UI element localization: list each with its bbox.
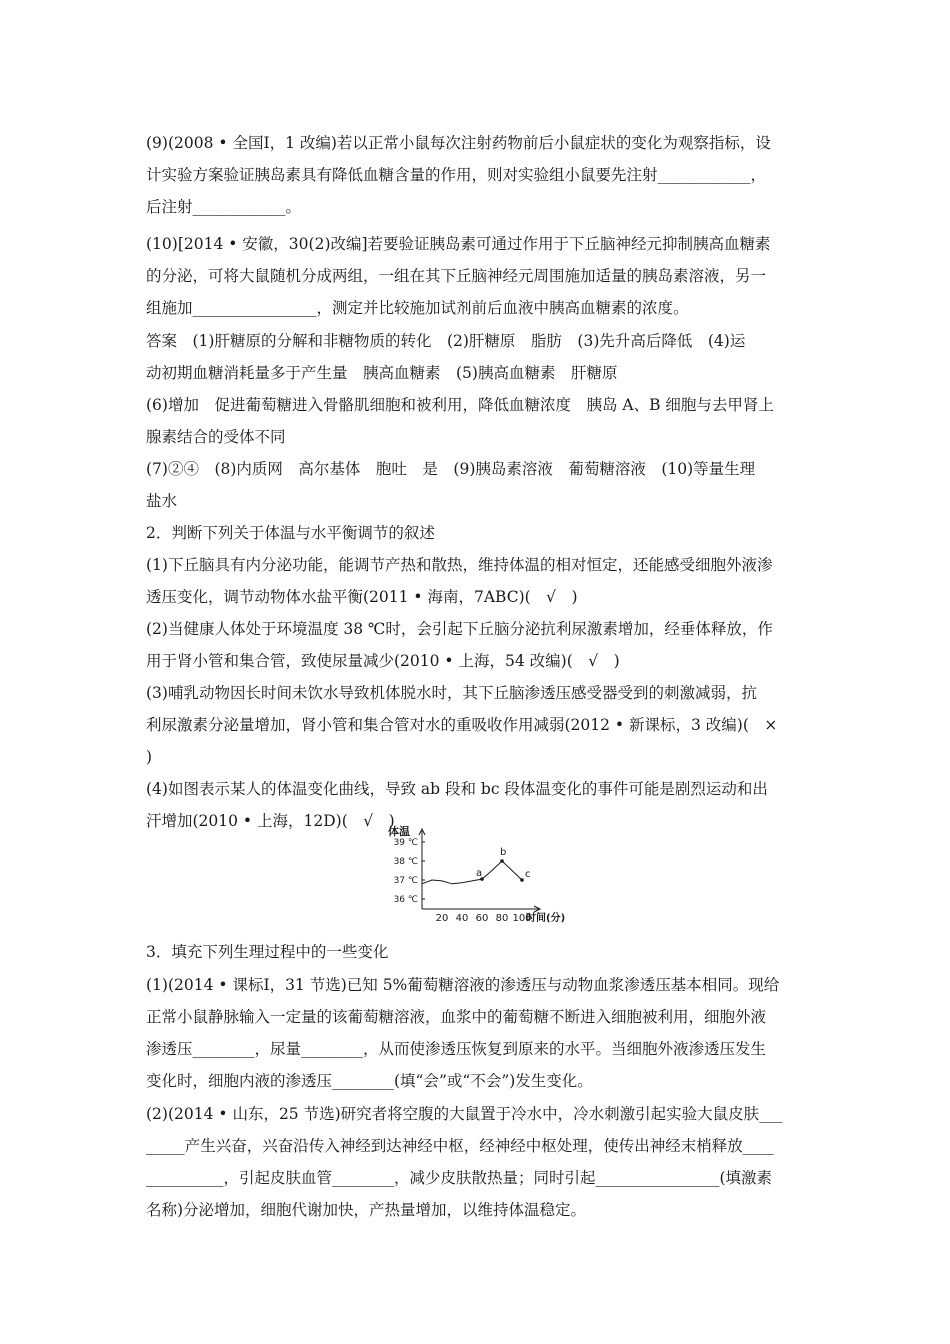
x-tick-label: 60 [475,913,489,924]
x-tick-label: 100 [512,913,532,924]
answer-line: 腺素结合的受体不同 [146,428,286,446]
y-tick-label: 36 ℃ [393,895,418,905]
text-line: (3)哺乳动物因长时间未饮水导致机体脱水时，其下丘脑渗透压感受器受到的刺激减弱，抗 [146,684,757,702]
y-tick-label: 38 ℃ [393,857,418,867]
text-line: ) [146,748,153,766]
text-line: 透压变化，调节动物体水盐平衡(2011 • 海南，7ABC)( √ ) [146,588,578,606]
text-line: 用于肾小管和集合管，致使尿量减少(2010 • 上海，54 改编)( √ ) [146,652,620,670]
x-axis-label: 时间(分) [526,913,566,924]
text-line: 汗增加(2010 • 上海，12D)( √ ) [146,812,395,830]
text-line: (1)下丘脑具有内分泌功能，能调节产热和散热，维持体温的相对恒定，还能感受细胞外液渗 [146,556,773,574]
text-line: 的分泌，可将大鼠随机分成两组，一组在其下丘脑神经元周围施加适量的胰岛素溶液，另一 [146,267,767,285]
text-line: (2)(2014 • 山东，25 节选)研究者将空腹的大鼠置于冷水中，冷水刺激引起实验大鼠皮肤___ [146,1105,783,1123]
text-line: (9)(2008 • 全国Ⅰ，1 改编)若以正常小鼠每次注射药物前后小鼠症状的变化为观察指标，设 [146,134,771,152]
answer-line: (6)增加 促进葡萄糖进入骨骼肌细胞和被利用，降低血糖浓度 胰岛 A、B 细胞与去甲肾上 [146,396,774,414]
text-line: (2)当健康人体处于环境温度 38 ℃时，会引起下丘脑分泌抗利尿激素增加，经垂体释放，作 [146,620,773,638]
y-axis-label: 体温 [388,825,410,838]
point-c [520,878,524,882]
point-label-b: b [500,847,507,858]
answer-line: 答案 (1)肝糖原的分解和非糖物质的转化 (2)肝糖原 脂肪 (3)先升高后降低 (4)运 [146,332,746,350]
text-line: 正常小鼠静脉输入一定量的该葡萄糖溶液，血浆中的葡萄糖不断进入细胞被利用，细胞外液 [146,1008,767,1026]
text-line: 变化时，细胞内液的渗透压________(填“会”或“不会”)发生变化。 [146,1072,593,1090]
answer-line: 盐水 [146,492,178,510]
text-line: 后注射____________。 [146,198,302,216]
body-temperature-chart [378,823,618,933]
x-tick-label: 80 [495,913,509,924]
answer-line: (7)②④ (8)内质网 高尔基体 胞吐 是 (9)胰岛素溶液 葡萄糖溶液 (10)等量生理 [146,460,756,478]
text-line: 名称)分泌增加，细胞代谢加快，产热量增加，以维持体温稳定。 [146,1201,587,1219]
text-line: 组施加________________，测定并比较施加试剂前后血液中胰高血糖素的浓度。 [146,299,689,317]
y-tick-label: 39 ℃ [393,838,418,848]
text-line: __________，引起皮肤血管________，减少皮肤散热量；同时引起________________(填激素 [146,1169,773,1187]
x-tick-label: 20 [435,913,449,924]
text-line: (4)如图表示某人的体温变化曲线，导致 ab 段和 bc 段体温变化的事件可能是剧烈运动和出 [146,780,768,798]
text-line: (1)(2014 • 课标Ⅰ，31 节选)已知 5%葡萄糖溶液的渗透压与动物血浆渗透压基本相同。现给 [146,976,780,994]
text-line: _____产生兴奋，兴奋沿传入神经到达神经中枢，经神经中枢处理，使传出神经末梢释放____ [146,1137,774,1155]
text-line: 计实验方案验证胰岛素具有降低血糖含量的作用，则对实验组小鼠要先注射____________， [146,166,767,184]
section-heading: 3．填充下列生理过程中的一些变化 [146,943,389,961]
temperature-line [422,861,522,884]
section-heading: 2．判断下列关于体温与水平衡调节的叙述 [146,524,435,542]
point-label-c: c [525,869,531,880]
point-b [500,859,504,863]
x-tick-label: 40 [455,913,469,924]
point-label-a: a [476,868,483,880]
answer-line: 动初期血糖消耗量多于产生量 胰高血糖素 (5)胰高血糖素 肝糖原 [146,364,618,382]
text-line: 利尿激素分泌量增加，肾小管和集合管对水的重吸收作用减弱(2012 • 新课标，3 改编)( × [146,716,778,734]
text-line: 渗透压________，尿量________，从而使渗透压恢复到原来的水平。当细胞外液渗透压发生 [146,1040,767,1058]
y-tick-label: 37 ℃ [393,876,418,886]
text-line: (10)[2014 • 安徽，30(2)改编]若要验证胰岛素可通过作用于下丘脑神经元抑制胰高血糖素 [146,235,771,253]
